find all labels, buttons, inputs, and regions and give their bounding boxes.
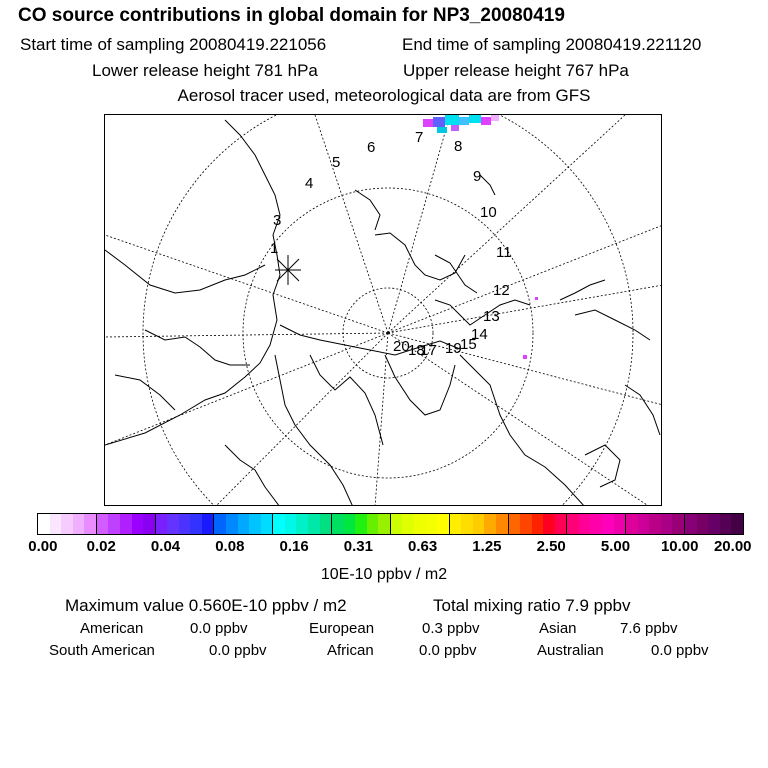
region-value: 0.3 ppbv [422,620,480,637]
color-scale-cell [143,514,155,534]
color-scale-cell [672,514,684,534]
color-scale-tick-label: 2.50 [536,538,566,555]
region-name: Asian [539,620,577,637]
color-scale-cell [296,514,308,534]
color-scale-cell [61,514,73,534]
region-name: American [80,620,144,637]
traj-label: 3 [273,212,282,229]
color-scale-tick-label: 0.16 [279,538,309,555]
color-scale-cell [331,514,344,534]
region-name: African [327,642,374,659]
color-scale-cell [155,514,168,534]
color-scale-cell [731,514,743,534]
color-scale-tick-label: 0.02 [86,538,116,555]
color-scale-cell [108,514,120,534]
color-scale-tick-label: 5.00 [600,538,631,555]
region-value: 0.0 ppbv [209,642,267,659]
color-scale-cell [213,514,226,534]
color-scale-cell [437,514,449,534]
color-scale-cell [579,514,591,534]
map-title: CO source contributions in global domain for NP3_20080419 [18,5,565,26]
color-scale-cell [96,514,109,534]
tracer-note: Aerosol tracer used, meteorological data are from GFS [177,86,591,105]
traj-label: 6 [367,139,376,156]
traj-label: 7 [415,129,424,146]
concentration-plume [423,115,538,359]
color-scale-cell [461,514,473,534]
region-value: 0.0 ppbv [190,620,248,637]
color-scale-cell [590,514,602,534]
color-scale-cell [190,514,202,534]
color-scale-cell [73,514,85,534]
color-scale-cell [132,514,144,534]
polar-map [104,114,662,506]
color-scale-cell [367,514,379,534]
color-scale-cell [496,514,508,534]
color-scale-cell [555,514,567,534]
traj-label: 8 [454,138,463,155]
color-scale-cell [344,514,356,534]
color-scale-tick-label: 10.00 [660,538,699,555]
region-value: 7.6 ppbv [620,620,678,637]
color-scale-cell [167,514,179,534]
color-scale-cell [84,514,96,534]
color-scale-cell [649,514,661,534]
region-name: European [309,620,375,637]
color-scale-tick-label: 20.00 [713,538,752,555]
color-scale-cell [378,514,390,534]
traj-label: 4 [305,175,314,192]
color-scale-cell [414,514,426,534]
color-scale-cell [520,514,532,534]
color-scale-cell [566,514,579,534]
color-scale-cell [708,514,720,534]
color-scale-cell [50,514,62,534]
color-scale-cell [179,514,191,534]
latitude-circles [143,115,633,506]
color-scale-cell [226,514,238,534]
asterisk-marker [275,255,301,285]
traj-label: 18 [408,342,425,359]
color-scale-tick-label: 1.25 [472,538,502,555]
traj-label: 15 [460,336,477,353]
color-scale-cell [449,514,462,534]
color-scale-cell [684,514,697,534]
region-value: 0.0 ppbv [651,642,709,659]
color-scale-cell [508,514,521,534]
color-scale-cell [355,514,367,534]
color-scale-cell [308,514,320,534]
region-name: South American [49,642,155,659]
color-scale-cell [202,514,214,534]
traj-label: 14 [471,326,488,343]
maximum-value-label: Maximum value 0.560E-10 ppbv / m2 [65,596,347,615]
color-scale-cell [426,514,438,534]
color-scale-tick-label: 0.63 [408,538,438,555]
color-scale-tick-label: 0.31 [343,538,373,555]
color-scale-bar [37,513,744,535]
color-scale-cell [602,514,614,534]
color-scale-cell [320,514,332,534]
units-label: 10E-10 ppbv / m2 [320,566,448,583]
traj-label: 5 [332,154,341,171]
traj-label: 13 [483,308,500,325]
color-scale-cell [272,514,285,534]
region-value: 0.0 ppbv [419,642,477,659]
color-scale-cell [532,514,544,534]
map-canvas [105,115,662,506]
meridians [105,115,662,506]
traj-label: 12 [493,282,510,299]
color-scale-tick-label: 0.00 [28,538,58,555]
color-scale-tick-label: 0.08 [215,538,245,555]
color-scale-cell [402,514,414,534]
color-scale-cell [638,514,650,534]
color-scale-cell [120,514,132,534]
color-scale-cell [625,514,638,534]
traj-label: 19 [445,340,462,357]
color-scale-tick-label: 0.04 [150,538,181,555]
traj-label: 17 [420,342,437,359]
traj-label: 9 [473,168,482,185]
color-scale-cell [261,514,273,534]
color-scale-cell [38,514,50,534]
color-scale-cell [661,514,673,534]
color-scale-cell [484,514,496,534]
traj-label: 1 [270,240,279,257]
color-scale-cell [238,514,250,534]
color-scale-cell [285,514,297,534]
color-scale-cell [249,514,261,534]
start-time-label: Start time of sampling 20080419.221056 [20,35,327,54]
traj-label: 11 [496,244,512,261]
color-scale-cell [473,514,485,534]
color-scale-cell [614,514,626,534]
color-scale-cell [720,514,732,534]
upper-release-label: Upper release height 767 hPa [403,61,629,80]
region-name: Australian [537,642,604,659]
end-time-label: End time of sampling 20080419.221120 [402,35,702,54]
color-scale-cell [697,514,709,534]
color-scale-cell [543,514,555,534]
lower-release-label: Lower release height 781 hPa [92,61,318,80]
total-mixing-ratio-label: Total mixing ratio 7.9 ppbv [433,596,631,615]
coastlines [105,120,660,506]
traj-label: 10 [480,204,497,221]
color-scale-cell [390,514,403,534]
traj-label: 20 [393,338,410,355]
